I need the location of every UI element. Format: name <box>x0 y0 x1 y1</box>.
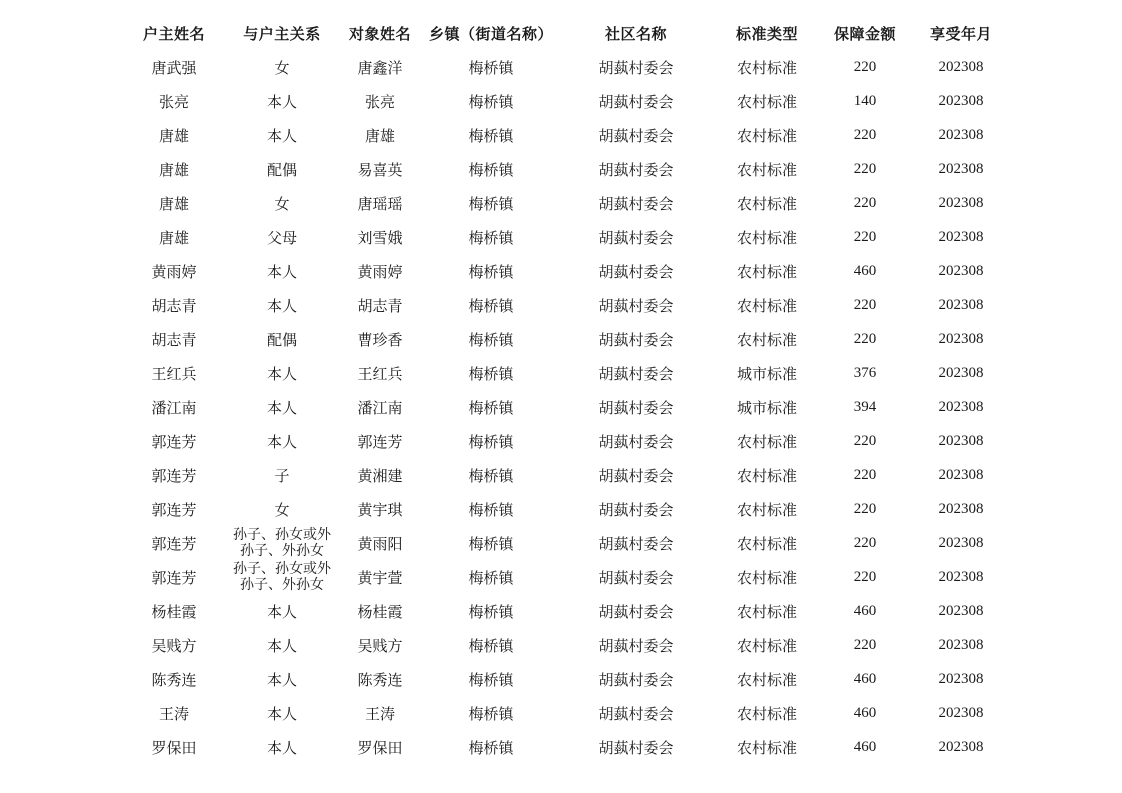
household-head-cell: 胡志青 <box>151 330 197 349</box>
township-cell: 梅桥镇 <box>468 670 514 689</box>
col-header-relation: 与户主关系 <box>243 25 321 43</box>
relation-cell: 本人 <box>266 432 297 451</box>
standard-type-cell: 城市标准 <box>736 398 797 417</box>
household-head-cell: 郭连芳 <box>151 534 197 553</box>
table-row <box>120 594 1012 628</box>
relation-cell: 本人 <box>266 636 297 655</box>
household-head-cell: 罗保田 <box>151 738 197 757</box>
standard-type-cell: 农村标准 <box>736 228 797 247</box>
household-head-cell: 郭连芳 <box>151 432 197 451</box>
table-row <box>120 152 1012 186</box>
township-cell: 梅桥镇 <box>468 568 514 587</box>
standard-type-cell: 农村标准 <box>736 568 797 587</box>
household-head-cell: 郭连芳 <box>151 500 197 519</box>
col-header-household-head: 户主姓名 <box>142 25 205 43</box>
table-row <box>120 84 1012 118</box>
relation-cell: 本人 <box>266 738 297 757</box>
household-head-cell: 唐雄 <box>158 228 189 247</box>
standard-type-cell: 农村标准 <box>736 500 797 519</box>
month-cell: 202308 <box>938 194 984 211</box>
amount-cell: 220 <box>853 126 877 143</box>
table-body <box>120 50 1012 764</box>
household-head-cell: 唐武强 <box>151 58 197 77</box>
header-row <box>120 17 1012 50</box>
recipient-name-cell: 杨桂霞 <box>357 602 403 621</box>
township-cell: 梅桥镇 <box>468 262 514 281</box>
township-cell: 梅桥镇 <box>468 466 514 485</box>
month-cell: 202308 <box>938 670 984 687</box>
amount-cell: 220 <box>853 160 877 177</box>
community-cell: 胡蓺村委会 <box>598 466 674 485</box>
standard-type-cell: 农村标准 <box>736 126 797 145</box>
table-row <box>120 118 1012 152</box>
recipient-name-cell: 易喜英 <box>357 160 403 179</box>
township-cell: 梅桥镇 <box>468 58 514 77</box>
township-cell: 梅桥镇 <box>468 500 514 519</box>
standard-type-cell: 农村标准 <box>736 534 797 553</box>
month-cell: 202308 <box>938 466 984 483</box>
relation-cell: 配偶 <box>266 330 297 349</box>
amount-cell: 220 <box>853 636 877 653</box>
community-cell: 胡蓺村委会 <box>598 228 674 247</box>
township-cell: 梅桥镇 <box>468 194 514 213</box>
household-head-cell: 王红兵 <box>151 364 197 383</box>
amount-cell: 220 <box>853 296 877 313</box>
table-row <box>120 730 1012 764</box>
month-cell: 202308 <box>938 432 984 449</box>
household-head-cell: 吴贱方 <box>151 636 197 655</box>
recipient-name-cell: 黄雨婷 <box>357 262 403 281</box>
month-cell: 202308 <box>938 738 984 755</box>
table-row <box>120 288 1012 322</box>
table-row <box>120 526 1012 560</box>
month-cell: 202308 <box>938 296 984 313</box>
standard-type-cell: 农村标准 <box>736 466 797 485</box>
relation-line: 孙子、孙女或外 <box>233 527 331 543</box>
relation-cell: 本人 <box>266 262 297 281</box>
table-row <box>120 492 1012 526</box>
recipient-name-cell: 黄湘建 <box>357 466 403 485</box>
table-row <box>120 390 1012 424</box>
table-row <box>120 662 1012 696</box>
recipient-name-cell: 胡志青 <box>357 296 403 315</box>
month-cell: 202308 <box>938 126 984 143</box>
amount-cell: 460 <box>853 262 877 279</box>
community-cell: 胡蓺村委会 <box>598 568 674 587</box>
standard-type-cell: 农村标准 <box>736 670 797 689</box>
standard-type-cell: 农村标准 <box>736 160 797 179</box>
household-head-cell: 胡志青 <box>151 296 197 315</box>
community-cell: 胡蓺村委会 <box>598 330 674 349</box>
township-cell: 梅桥镇 <box>468 330 514 349</box>
community-cell: 胡蓺村委会 <box>598 704 674 723</box>
community-cell: 胡蓺村委会 <box>598 738 674 757</box>
amount-cell: 220 <box>853 58 877 75</box>
household-head-cell: 黄雨婷 <box>151 262 197 281</box>
township-cell: 梅桥镇 <box>468 92 514 111</box>
recipient-name-cell: 吴贱方 <box>357 636 403 655</box>
standard-type-cell: 农村标准 <box>736 194 797 213</box>
standard-type-cell: 农村标准 <box>736 262 797 281</box>
township-cell: 梅桥镇 <box>468 160 514 179</box>
community-cell: 胡蓺村委会 <box>598 602 674 621</box>
table-row <box>120 186 1012 220</box>
relation-line: 孙子、外孙女 <box>240 577 324 593</box>
amount-cell: 220 <box>853 534 877 551</box>
community-cell: 胡蓺村委会 <box>598 670 674 689</box>
relation-cell: 本人 <box>266 126 297 145</box>
community-cell: 胡蓺村委会 <box>598 534 674 553</box>
month-cell: 202308 <box>938 534 984 551</box>
recipient-name-cell: 曹珍香 <box>357 330 403 349</box>
household-head-cell: 唐雄 <box>158 126 189 145</box>
col-header-recipient-name: 对象姓名 <box>348 25 411 43</box>
amount-cell: 376 <box>853 364 877 381</box>
relation-cell: 本人 <box>266 670 297 689</box>
month-cell: 202308 <box>938 228 984 245</box>
community-cell: 胡蓺村委会 <box>598 432 674 451</box>
table-row <box>120 356 1012 390</box>
community-cell: 胡蓺村委会 <box>598 160 674 179</box>
amount-cell: 220 <box>853 194 877 211</box>
relation-line: 孙子、外孙女 <box>240 543 324 559</box>
recipient-name-cell: 王涛 <box>364 704 395 723</box>
standard-type-cell: 城市标准 <box>736 364 797 383</box>
month-cell: 202308 <box>938 364 984 381</box>
recipient-name-cell: 郭连芳 <box>357 432 403 451</box>
recipient-name-cell: 黄宇琪 <box>357 500 403 519</box>
amount-cell: 460 <box>853 670 877 687</box>
amount-cell: 140 <box>853 92 877 109</box>
amount-cell: 220 <box>853 330 877 347</box>
township-cell: 梅桥镇 <box>468 364 514 383</box>
amount-cell: 220 <box>853 466 877 483</box>
community-cell: 胡蓺村委会 <box>598 296 674 315</box>
amount-cell: 460 <box>853 738 877 755</box>
household-head-cell: 杨桂霞 <box>151 602 197 621</box>
township-cell: 梅桥镇 <box>468 738 514 757</box>
household-head-cell: 陈秀连 <box>151 670 197 689</box>
amount-cell: 394 <box>853 398 877 415</box>
household-head-cell: 郭连芳 <box>151 568 197 587</box>
col-header-standard-type: 标准类型 <box>735 25 798 43</box>
relation-cell: 配偶 <box>266 160 297 179</box>
relation-cell: 女 <box>274 58 290 77</box>
community-cell: 胡蓺村委会 <box>598 126 674 145</box>
standard-type-cell: 农村标准 <box>736 92 797 111</box>
amount-cell: 460 <box>853 704 877 721</box>
table-row <box>120 254 1012 288</box>
community-cell: 胡蓺村委会 <box>598 194 674 213</box>
month-cell: 202308 <box>938 262 984 279</box>
month-cell: 202308 <box>938 602 984 619</box>
relation-cell: 女 <box>274 500 290 519</box>
community-cell: 胡蓺村委会 <box>598 636 674 655</box>
relation-cell <box>228 526 336 560</box>
col-header-amount: 保障金额 <box>833 25 896 43</box>
table-row <box>120 560 1012 594</box>
recipient-name-cell: 唐雄 <box>364 126 395 145</box>
standard-type-cell: 农村标准 <box>736 704 797 723</box>
table-row <box>120 458 1012 492</box>
relation-cell: 女 <box>274 194 290 213</box>
relation-cell: 本人 <box>266 92 297 111</box>
recipient-name-cell: 陈秀连 <box>357 670 403 689</box>
household-head-cell: 郭连芳 <box>151 466 197 485</box>
community-cell: 胡蓺村委会 <box>598 58 674 77</box>
table-row <box>120 628 1012 662</box>
township-cell: 梅桥镇 <box>468 398 514 417</box>
month-cell: 202308 <box>938 500 984 517</box>
month-cell: 202308 <box>938 330 984 347</box>
month-cell: 202308 <box>938 160 984 177</box>
recipient-name-cell: 黄雨阳 <box>357 534 403 553</box>
relation-cell: 本人 <box>266 398 297 417</box>
month-cell: 202308 <box>938 568 984 585</box>
standard-type-cell: 农村标准 <box>736 738 797 757</box>
standard-type-cell: 农村标准 <box>736 330 797 349</box>
recipient-name-cell: 罗保田 <box>357 738 403 757</box>
month-cell: 202308 <box>938 704 984 721</box>
month-cell: 202308 <box>938 58 984 75</box>
recipient-name-cell: 唐鑫洋 <box>357 58 403 77</box>
recipient-name-cell: 黄宇萱 <box>357 568 403 587</box>
relation-cell: 本人 <box>266 704 297 723</box>
household-head-cell: 王涛 <box>158 704 189 723</box>
relation-cell <box>228 560 336 594</box>
standard-type-cell: 农村标准 <box>736 58 797 77</box>
township-cell: 梅桥镇 <box>468 602 514 621</box>
recipient-name-cell: 张亮 <box>364 92 395 111</box>
community-cell: 胡蓺村委会 <box>598 398 674 417</box>
community-cell: 胡蓺村委会 <box>598 364 674 383</box>
amount-cell: 220 <box>853 568 877 585</box>
household-head-cell: 唐雄 <box>158 194 189 213</box>
amount-cell: 220 <box>853 228 877 245</box>
month-cell: 202308 <box>938 398 984 415</box>
township-cell: 梅桥镇 <box>468 126 514 145</box>
relation-cell: 本人 <box>266 364 297 383</box>
col-header-community: 社区名称 <box>604 25 667 43</box>
col-header-month: 享受年月 <box>929 25 992 43</box>
relation-cell: 本人 <box>266 296 297 315</box>
table-row <box>120 424 1012 458</box>
month-cell: 202308 <box>938 92 984 109</box>
community-cell: 胡蓺村委会 <box>598 500 674 519</box>
standard-type-cell: 农村标准 <box>736 636 797 655</box>
table-row <box>120 220 1012 254</box>
recipient-name-cell: 王红兵 <box>357 364 403 383</box>
recipient-name-cell: 潘江南 <box>357 398 403 417</box>
township-cell: 梅桥镇 <box>468 636 514 655</box>
township-cell: 梅桥镇 <box>468 534 514 553</box>
community-cell: 胡蓺村委会 <box>598 262 674 281</box>
amount-cell: 220 <box>853 500 877 517</box>
relation-cell: 父母 <box>266 228 297 247</box>
household-head-cell: 张亮 <box>158 92 189 111</box>
month-cell: 202308 <box>938 636 984 653</box>
standard-type-cell: 农村标准 <box>736 602 797 621</box>
table-row <box>120 50 1012 84</box>
township-cell: 梅桥镇 <box>468 228 514 247</box>
standard-type-cell: 农村标准 <box>736 432 797 451</box>
beneficiary-table <box>120 17 1012 764</box>
amount-cell: 220 <box>853 432 877 449</box>
recipient-name-cell: 刘雪娥 <box>357 228 403 247</box>
amount-cell: 460 <box>853 602 877 619</box>
standard-type-cell: 农村标准 <box>736 296 797 315</box>
relation-line: 孙子、孙女或外 <box>233 561 331 577</box>
household-head-cell: 潘江南 <box>151 398 197 417</box>
township-cell: 梅桥镇 <box>468 704 514 723</box>
table-row <box>120 696 1012 730</box>
community-cell: 胡蓺村委会 <box>598 92 674 111</box>
relation-cell: 本人 <box>266 602 297 621</box>
table-header <box>120 17 1012 50</box>
township-cell: 梅桥镇 <box>468 296 514 315</box>
household-head-cell: 唐雄 <box>158 160 189 179</box>
township-cell: 梅桥镇 <box>468 432 514 451</box>
recipient-name-cell: 唐瑶瑶 <box>357 194 403 213</box>
col-header-township: 乡镇（街道名称） <box>428 25 553 43</box>
relation-cell: 子 <box>274 466 290 485</box>
table-row <box>120 322 1012 356</box>
